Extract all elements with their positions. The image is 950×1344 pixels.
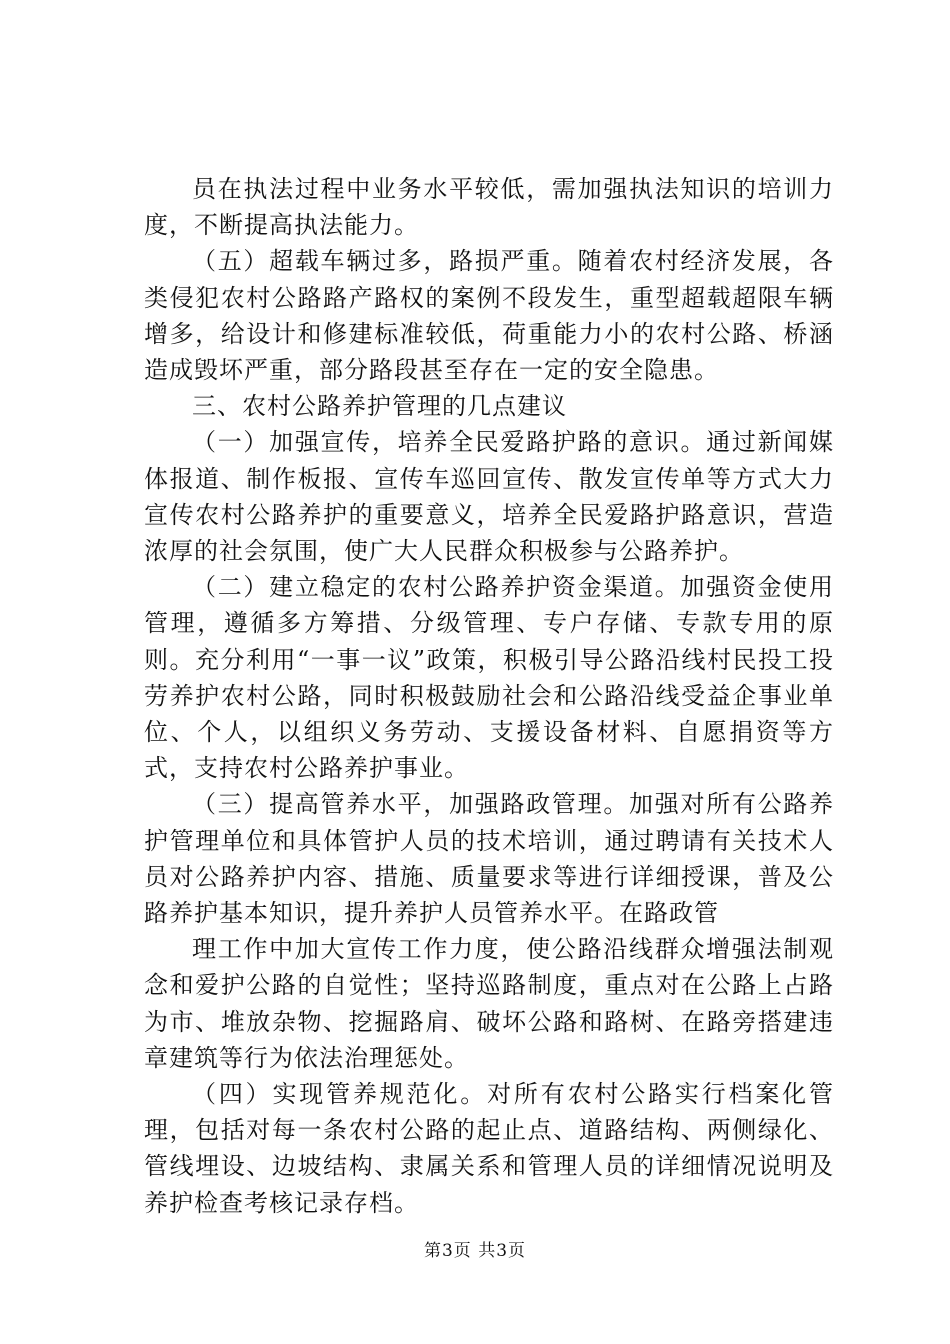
- paragraph-item-5: （五）超载车辆过多，路损严重。随着农村经济发展，各类侵犯农村公路路产路权的案例不段发生，重型超载超限车辆增多，给设计和修建标准较低，荷重能力小的农村公路、桥涵造成毁坏严重，部分路段甚至存在一定的安全隐患。: [144, 247, 834, 385]
- paragraph-continuation: 员在执法过程中业务水平较低，需加强执法知识的培训力度，不断提高执法能力。: [144, 175, 834, 240]
- paragraph-suggestion-2: （二）建立稳定的农村公路养护资金渠道。加强资金使用管理，遵循多方筹措、分级管理、专户存储、专款专用的原则。充分利用“一事一议”政策，积极引导公路沿线村民投工投劳养护农村公路，同时积极鼓励社会和公路沿线受益企事业单位、个人，以组织义务劳动、支援设备材料、自愿捐资等方式，支持农村公路养护事业。: [144, 573, 834, 783]
- paragraph-suggestion-1: （一）加强宣传，培养全民爱路护路的意识。通过新闻媒体报道、制作板报、宣传车巡回宣传、散发宣传单等方式大力宣传农村公路养护的重要意义，培养全民爱路护路意识，营造浓厚的社会氛围，使广大人民群众积极参与公路养护。: [144, 428, 834, 566]
- page-number-footer: 第3页 共3页: [423, 1241, 527, 1261]
- paragraph-suggestion-4: （四）实现管养规范化。对所有农村公路实行档案化管理，包括对每一条农村公路的起止点、道路结构、两侧绿化、管线埋设、边坡结构、隶属关系和管理人员的详细情况说明及养护检查考核记录存档。: [144, 1080, 834, 1217]
- document-body: [144, 171, 834, 1221]
- paragraph-suggestion-3: （三）提高管养水平，加强路政管理。加强对所有公路养护管理单位和具体管护人员的技术培训，通过聘请有关技术人员对公路养护内容、措施、质量要求等进行详细授课，普及公路养护基本知识，提升养护人员管养水平。在路政管: [144, 790, 834, 928]
- paragraph-suggestion-3-continued: 理工作中加大宣传工作力度，使公路沿线群众增强法制观念和爱护公路的自觉性；坚持巡路制度，重点对在公路上占路为市、堆放杂物、挖掘路肩、破坏公路和路树、在路旁搭建违章建筑等行为依法治理惩处。: [144, 935, 834, 1072]
- section-heading-3: 三、农村公路养护管理的几点建议: [192, 392, 567, 421]
